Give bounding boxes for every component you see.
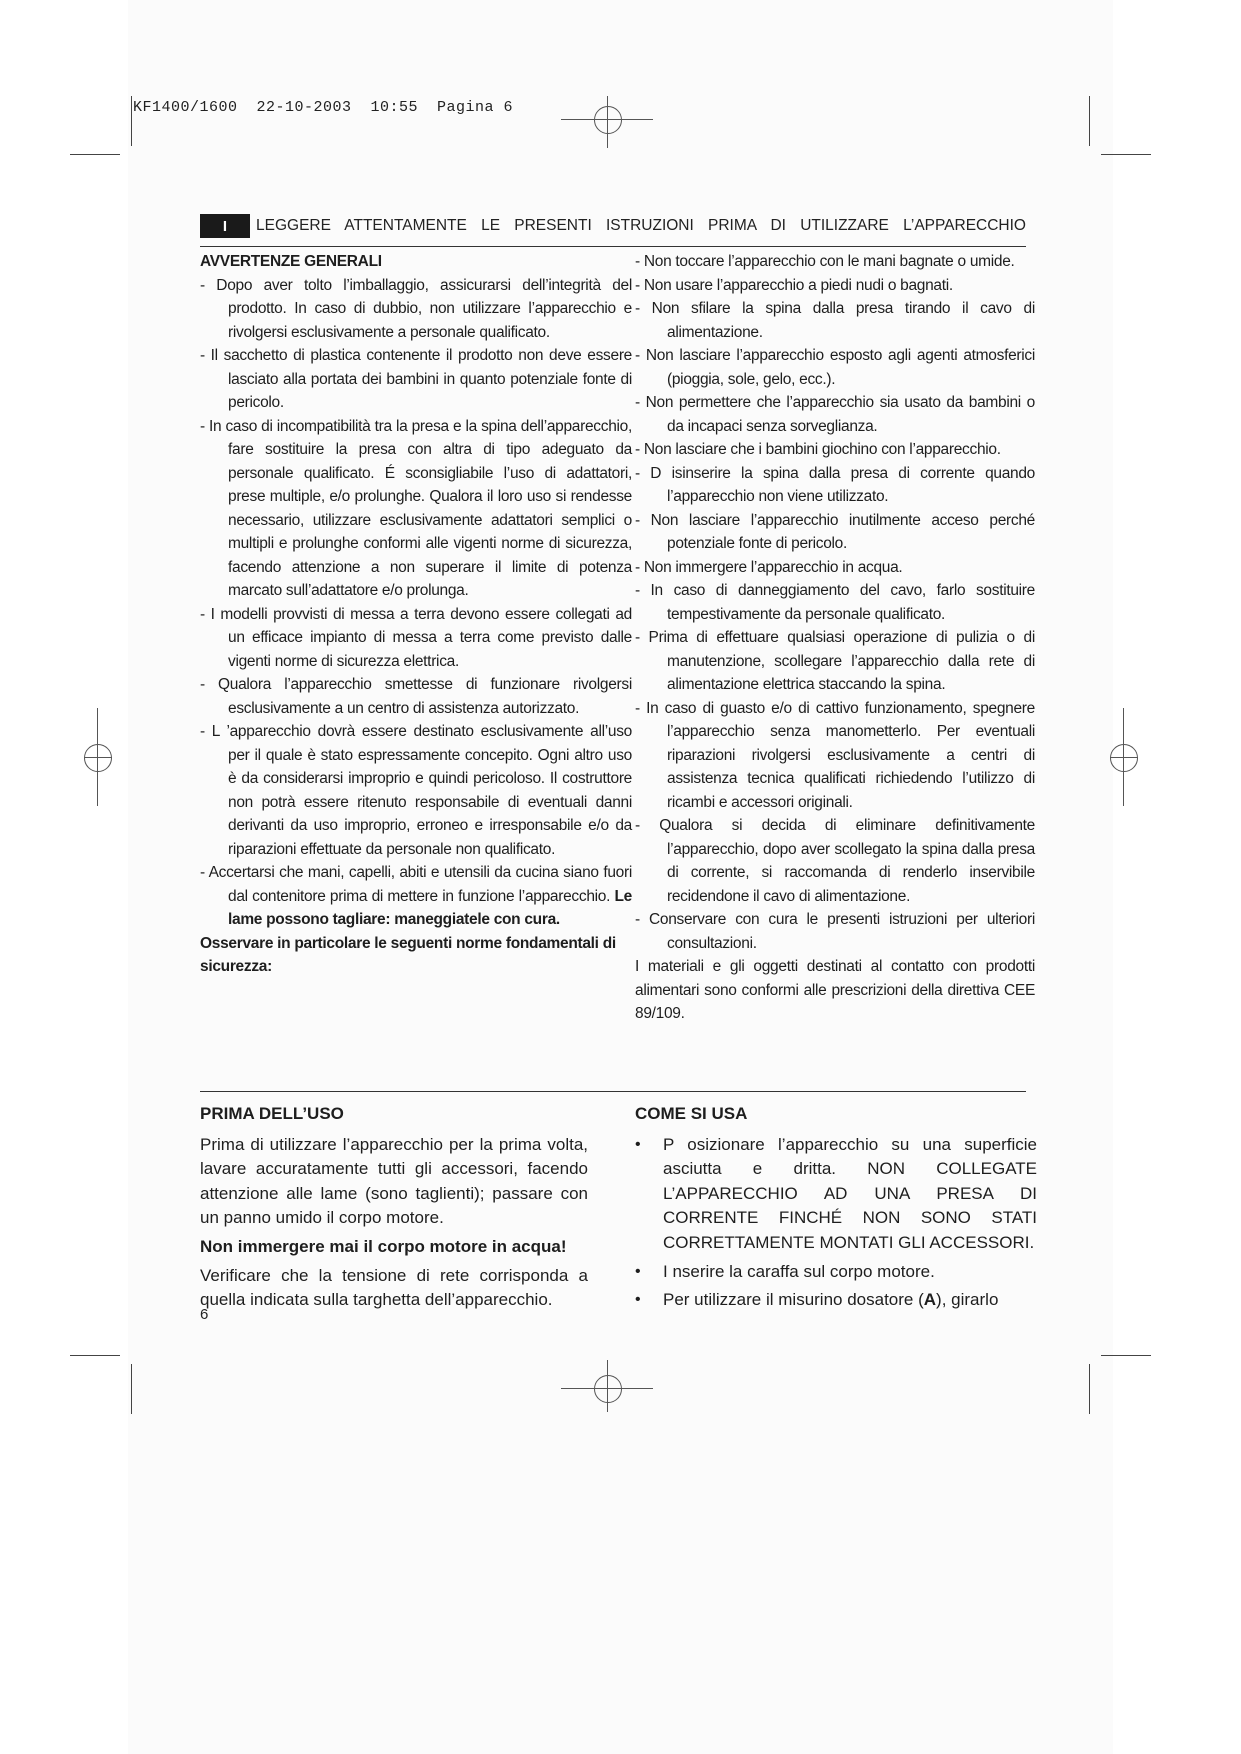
crop-mark [1089,96,1090,146]
bullet-icon: • [635,1291,641,1309]
list-item: - In caso di guasto e/o di cattivo funzionamento, spegnere l’apparecchio senza manometterlo. Per eventuali riparazioni rivolgersi esclusivamente a centri di assistenza tecnica qualificati richiedendo l’utilizzo di ricambi e accessori originali. [635,699,1035,811]
blade-warning: Le lame possono tagliare: maneggiatele con cura. [228,887,632,928]
crop-mark [70,154,120,155]
page-number: 6 [200,1306,209,1323]
part-label: A [923,1290,937,1310]
list-item: - Non immergere l’apparecchio in acqua. [635,558,903,576]
section-title: COME SI USA [635,1104,748,1123]
list-item-text-a: Per utilizzare il misurino dosatore ( [663,1290,924,1310]
list-item: - Qualora l’apparecchio smettesse di funzionare rivolgersi esclusivamente a un centro di assistenza autorizzato. [200,676,632,717]
page-header [200,213,1026,239]
section-rule [200,1091,1026,1092]
list-item: - Prima di effettuare qualsiasi operazione di pulizia o di manutenzione, scollegare l’apparecchio dalla rete di alimentazione elettrica staccando la spina. [635,629,1035,693]
list-item: - Non toccare l’apparecchio con le mani bagnate o umide. [635,253,1015,270]
list-item: - Il sacchetto di plastica contenente il prodotto non deve essere lasciato alla portata dei bambini in quanto potenziale fonte di pericolo. [200,347,632,411]
food-contact-note: I materiali e gli oggetti destinati al contatto con prodotti alimentari sono conformi alle prescrizioni della direttiva CEE 89/109. [635,958,1035,1022]
list-item: - Non permettere che l’apparecchio sia usato da bambini o da incapaci senza sorveglianza. [635,394,1035,435]
list-item: - Non sfilare la spina dalla presa tirando il cavo di alimentazione. [635,300,1035,341]
language-tab: I [200,214,250,238]
warnings-right-column [635,250,1035,1026]
how-to-use-section [635,1102,1037,1317]
header-rule [200,246,1026,247]
list-item-text [663,1288,1037,1313]
first-use-section [200,1102,588,1313]
list-item: - I modelli provvisti di messa a terra devono essere collegati ad un efficace impianto di messa a terra come previsto dalle vigenti norme di sicurezza elettrica. [200,605,632,670]
crop-mark [131,96,132,146]
crop-mark [70,1355,120,1356]
section-title: AVVERTENZE GENERALI [200,253,382,270]
list-item [200,861,632,932]
list-item: - D isinserire la spina dalla presa di corrente quando l’apparecchio non viene utilizzato. [635,464,1035,505]
list-item-text: - Accertarsi che mani, capelli, abiti e utensili da cucina siano fuori dal contenitore prima di mettere in funzione l’apparecchio. [200,864,632,905]
print-slug: KF1400/1600 22-10-2003 10:55 Pagina 6 [133,99,514,116]
crop-mark [1101,154,1151,155]
list-item-text: I nserire la caraffa sul corpo motore. [663,1261,935,1281]
list-item: - In caso di danneggiamento del cavo, farlo sostituire tempestivamente da personale qualificato. [635,582,1035,623]
list-item: - Dopo aver tolto l’imballaggio, assicurarsi dell’integrità del prodotto. In caso di dubbio, non utilizzare l’apparecchio e rivolgersi esclusivamente a personale qualificato. [200,276,632,341]
list-item: - Qualora si decida di eliminare definitivamente l’apparecchio, dopo aver scollegato la spina dalla presa di corrente, si raccomanda di renderlo inservibile recidendone il cavo di alimentazione. [635,817,1035,905]
list-item [635,1260,1037,1285]
bullet-icon: • [635,1135,641,1153]
list-item: - L ’apparecchio dovrà essere destinato esclusivamente all’uso per il quale è stato espressamente concepito. Ogni altro uso è da considerarsi improprio e quindi pericoloso. Il costruttore non potrà essere ritenuto responsabile di eventuali danni derivanti da uso improprio, erroneo e irresponsabile e/o da riparazioni effettuate da personale non qualificato. [200,723,632,858]
crop-mark [131,1364,132,1414]
list-item: - Non lasciare che i bambini giochino con l’apparecchio. [635,441,1001,458]
water-warning: Non immergere mai il corpo motore in acqua! [200,1236,567,1256]
safety-rules-intro: Osservare in particolare le seguenti norme fondamentali di sicurezza: [200,934,616,975]
crop-mark [1089,1364,1090,1414]
bullet-icon: • [635,1262,641,1280]
list-item: - Non lasciare l’apparecchio esposto agli agenti atmosferici (pioggia, sole, gelo, ecc.). [635,347,1035,388]
list-item-text: P osizionare l’apparecchio su una superficie asciutta e dritta. NON COLLEGATE L’APPARECCHIO AD UNA PRESA DI CORRENTE FINCHÉ NON SONO STATI CORRETTAMENTE MONTATI GLI ACCESSORI. [663,1134,1037,1252]
paragraph: Verificare che la tensione di rete corrisponda a quella indicata sulla targhetta dell’apparecchio. [200,1265,588,1310]
paragraph: Prima di utilizzare l’apparecchio per la prima volta, lavare accuratamente tutti gli accessori, facendo attenzione alle lame (sono taglienti); passare con un panno umido il corpo motore. [200,1134,588,1228]
list-item [635,1288,1037,1313]
list-item: - Conservare con cura le presenti istruzioni per ulteriori consultazioni. [635,911,1035,952]
list-item: - In caso di incompatibilità tra la presa e la spina dell’apparecchio, fare sostituire la presa con altra di tipo adeguato da personale qualificato. É sconsigliabile l’uso di adattatori, prese multiple, e/o prolunghe. Qualora il loro uso si rendesse necessario, utilizzare esclusivamente adattatori semplici o multipli e prolunghe conformi alle vigenti norme di sicurezza, facendo attenzione a non superare il limite di potenza marcato sull’adattatore e/o prolunga. [200,417,632,599]
warnings-left-column [200,250,632,979]
list-item-text-b: ), girarlo [936,1290,999,1310]
section-title: PRIMA DELL’USO [200,1104,344,1123]
list-item [635,1133,1037,1256]
crop-mark [1101,1355,1151,1356]
header-title: LEGGERE ATTENTAMENTE LE PRESENTI ISTRUZIONI PRIMA DI UTILIZZARE L’APPARECCHIO [256,217,1026,234]
list-item: - Non lasciare l’apparecchio inutilmente acceso perché potenziale fonte di pericolo. [635,511,1035,552]
list-item: - Non usare l’apparecchio a piedi nudi o bagnati. [635,276,953,294]
